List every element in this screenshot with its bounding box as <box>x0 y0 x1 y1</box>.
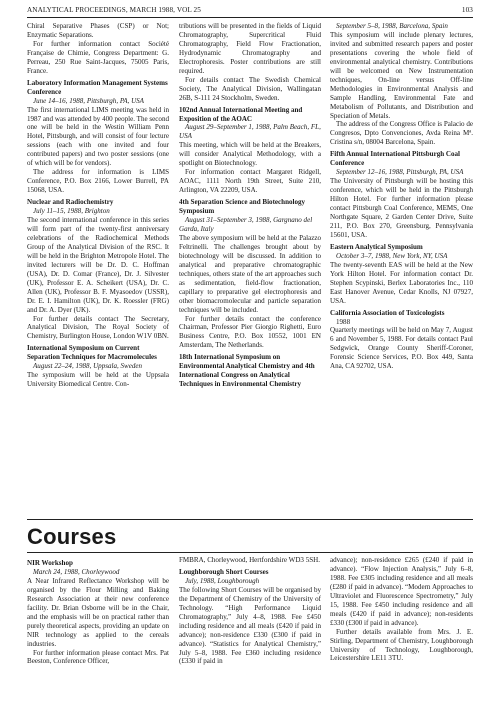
event-heading: 18th International Symposium on Environmental Analytical Chemistry and 4th International Congress on Analytical Techniques in Environmental Chemistry <box>179 353 315 389</box>
event-date-location: September 12–16, 1988, Pittsburgh, PA, USA <box>336 168 464 177</box>
body-paragraph: This symposium will include plenary lectures, invited and submitted research papers and poster presentations covering the whole field of environmental analytical chemistry. Contributions will be welcomed on New Instrumentation techniques, On-line versus Off-line Methodologies in Environmental Analysis and Sample Handling, Environmental Fate and Metabolism of Pollutants, and Distribution and Speciation of Metals. <box>330 30 473 120</box>
event-heading: Eastern Analytical Symposium <box>330 242 423 251</box>
body-paragraph: The address for information is LIMS Conference, P.O. Box 2166, Lower Burrell, PA 15068, USA. <box>27 168 169 195</box>
body-paragraph: For further information contact Société Française de Chimie, Congress Department: G. Perreau, 250 Rue Saint-Jacques, 75005 Paris, France. <box>27 39 169 75</box>
event-heading: 4th Separation Science and Biotechnology Symposium <box>179 198 306 216</box>
page-number: 103 <box>461 6 473 14</box>
event-date-location: August 29–September 1, 1988, Palm Beach, FL, USA <box>179 123 321 141</box>
column-2 <box>179 22 321 517</box>
body-paragraph: For further details contact The Secretary, Analytical Division, The Royal Society of Chemistry, Burlington House, London W1V 0BN. <box>27 314 169 341</box>
body-paragraph: The symposium will be held at the Uppsala University Biomedical Centre. Con- <box>27 371 169 389</box>
courses-column-3 <box>330 556 473 716</box>
event-heading: 102nd Annual International Meeting and Exposition of the AOAC <box>179 105 303 123</box>
event-date-location: 1988 <box>336 317 351 326</box>
column-3 <box>330 22 473 517</box>
event-heading: International Symposium on Current Separation Techniques for Macromolecules <box>27 344 157 362</box>
body-paragraph: The following Short Courses will be organised by the Department of Chemistry of the University of Technology. “High Performance Liquid Chromatography,” July 4–8, 1988. Fee £450 including residence and all meals (£420 if paid in advance); non-residence £330 (£300 if paid in advance). “Statistics for Analytical Chemistry,” July 5–8, 1988. Fee £360 including residence (£330 if paid in <box>179 585 321 666</box>
event-heading: NIR Workshop <box>27 559 73 567</box>
body-paragraph: Chiral Separative Phases (CSP) or Not; Enzymatic Separations. <box>27 22 169 39</box>
body-paragraph: tributions will be presented in the fields of Liquid Chromatography, Supercritical Fluid Chromatography, Field Flow Fractionation, Hydrodynamic Chromatography and Electrophoresis. Poster contributions are still required. <box>179 22 321 75</box>
event-date-location: July, 1988, Loughborough <box>185 576 260 585</box>
body-paragraph: advance); non-residence £265 (£240 if paid in advance). “Flow Injection Analysis,” July 6–8, 1988. Fee £305 including residence and all meals (£280 if paid in advance). “Modern Approaches to Ultraviolet and Fluorescence Spectrometry,” July 15, 1988. Fee £450 including residence and all meals (£420 if paid in advance); non-residents £330 (£300 if paid in advance). <box>330 556 473 627</box>
section-title-rule <box>27 552 473 553</box>
event-date-location: March 24, 1988, Chorleywood <box>33 567 120 576</box>
event-heading: Nuclear and Radiochemistry <box>27 198 114 207</box>
body-paragraph: For further details contact the conference Chairman, Professor Pier Giorgio Righetti, Euro Business Centre, P.O. Box 10552, 1001 EN Amsterdam, The Netherlands. <box>179 314 321 350</box>
event-heading: Loughborough Short Courses <box>179 567 269 576</box>
courses-column-1 <box>27 556 169 716</box>
event-heading: Fifth Annual International Pittsburgh Coal Conference <box>330 150 460 168</box>
journal-title: ANALYTICAL PROCEEDINGS, MARCH 1988, VOL 25 <box>27 6 201 14</box>
header-rule <box>27 17 473 18</box>
section-title: Courses <box>27 524 117 549</box>
body-paragraph: FMBRA, Chorleywood, Hertfordshire WD3 5SH. <box>179 556 320 564</box>
body-paragraph: The address of the Congress Office is Palacio de Congresos, Dpto Convenciones, Avda Reina Mª. Cristina s/n, 08004 Barcelona, Spain. <box>330 120 473 147</box>
body-paragraph: Further details available from Mrs. J. E. Stirling, Department of Chemistry, Loughborough University of Technology, Loughborough, Leicestershire LE11 3TU. <box>330 627 473 663</box>
body-paragraph: The second international conference in this series will form part of the twenty-first anniversary celebrations of the Radiochemical Methods Group of the Analytical Division of the RSC. It will be held in the Brighton Metropole Hotel. The invited lecturers will be Dr. D. C. Hoffman (USA), Dr. D. Comar (France), Dr. J. Silvester (UK), Professor E. A. Scheikert (USA), Dr. C. Allen (UK), Professor B. F. Myasoedov (USSR), Dr. E. I. Hamilton (UK), Dr. K. Roessler (FRG) and Dr. A. Dyer (UK). <box>27 216 169 314</box>
body-paragraph: For details contact The Swedish Chemical Society, The Analytical Division, Wallingatan 26B, S-111 24 Stockholm, Sweden. <box>179 75 321 102</box>
event-date-location: August 31–September 3, 1988, Gargnano del Garda, Italy <box>179 216 313 233</box>
running-header <box>27 6 473 17</box>
event-date-location: October 3–7, 1988, New York, NY, USA <box>336 251 448 260</box>
body-paragraph: The University of Pittsburgh will be hosting this conference, which will be held in the Pittsburgh Hilton Hotel. For further information please contact Pittsburgh Coal Conference, MEMS, One Northgate Square, 2 Garden Center Drive, Suite 211, P.O. Box 270, Greensburg, Pennsylvania 15601, USA. <box>330 177 473 239</box>
courses-column-2 <box>179 556 321 716</box>
body-paragraph: A Near Infrared Reflectance Workshop will be organised by the Flour Milling and Baking Research Association at their new conference facility. Dr. Brian Osborne will be in the Chair, and the emphasis will be on practical rather than purely theoretical aspects, providing an update on NIR technology as applied to the cereals industries. <box>27 576 169 648</box>
event-date-location: September 5–8, 1988, Barcelona, Spain <box>336 22 448 30</box>
event-heading: California Association of Toxicologists <box>330 308 445 317</box>
body-paragraph: This meeting, which will be held at the Breakers, will consider Analytical Methodology, with a spotlight on Biotechnology. <box>179 141 321 168</box>
body-paragraph: Quarterly meetings will be held on May 7, August 6 and November 5, 1988. For details contact Paul Sedgwick, Orange County Sheriff-Coroner, Forensic Science Services, P.O. Box 449, Santa Ana, CA 92702, USA. <box>330 326 473 371</box>
body-paragraph: For information contact Margaret Ridgell, AOAC, 1111 North 19th Street, Suite 210, Arlington, VA 22209, USA. <box>179 168 321 195</box>
event-date-location: June 14–16, 1988, Pittsburgh, PA, USA <box>33 96 144 105</box>
body-paragraph: The first international LIMS meeting was held in 1987 and was attended by 400 people. The second one will be held in the Westin William Penn Hotel, Pittsburgh, and will consist of four lecture sessions (each with one invited and four contributed papers) and two poster sessions (one of which will be for vendors). <box>27 105 169 168</box>
column-1 <box>27 22 169 517</box>
event-date-location: August 22–24, 1988, Uppsala, Sweden <box>33 362 143 371</box>
event-heading: Laboratory Information Management Systems Conference <box>27 78 168 96</box>
event-date-location: July 11–15, 1988, Brighton <box>33 207 110 216</box>
body-paragraph: The above symposium will be held at the Palazzo Feltrinelli. The challenges brought about by biotechnology will be discussed. In addition to analytical and preparative chromatographic techniques, others state of the art approaches such as sedimentation, field-flow fractionation, capillary to preparative gel electrophoresis and other biomacromolecular and particle separation techniques will be included. <box>179 233 321 314</box>
body-paragraph: For further information please contact Mrs. Pat Beeston, Conference Officer, <box>27 648 169 666</box>
section-rule <box>27 519 473 520</box>
body-paragraph: The twenty-seventh EAS will be held at the New York Hilton Hotel. For information contact Dr. Stephen Scypinski, Berlex Laboratories Inc., 110 East Hanover Avenue, Cedar Knolls, NJ 07927, USA. <box>330 260 473 305</box>
